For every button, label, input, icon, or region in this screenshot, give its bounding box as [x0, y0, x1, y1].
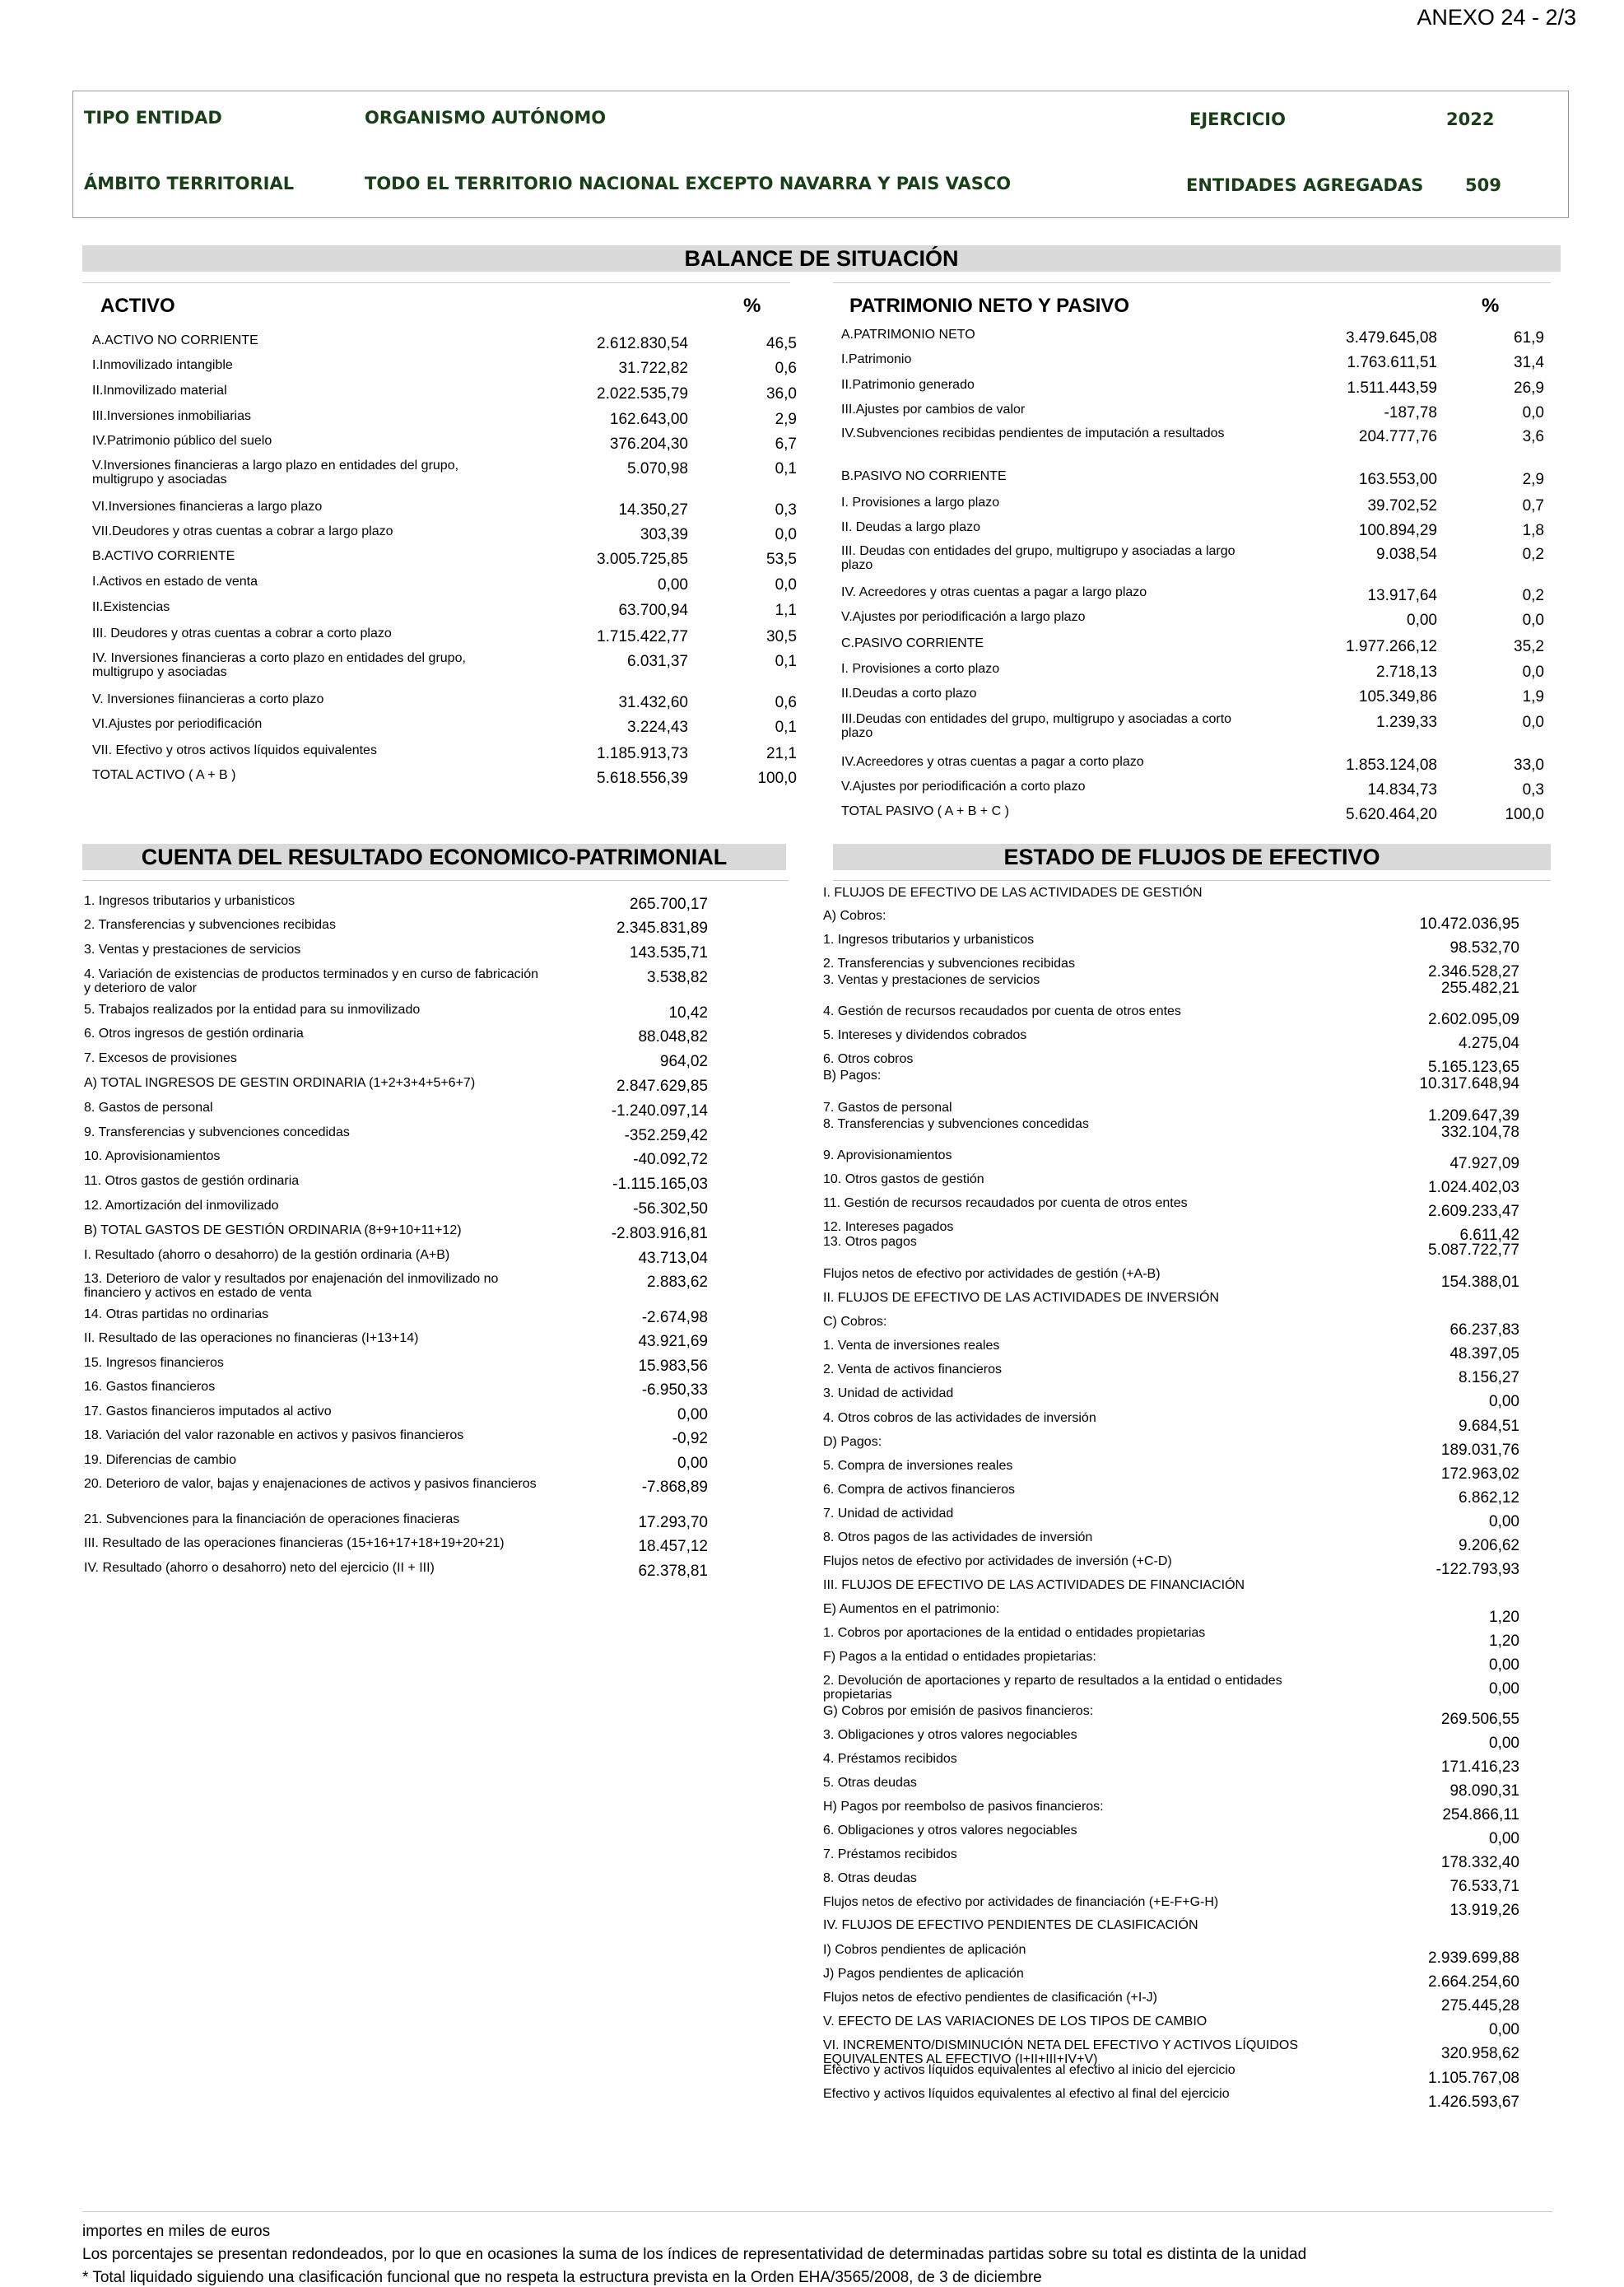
resultado-row-label: 20. Deterioro de valor, bajas y enajenaciones de activos y pasivos financieros [84, 1477, 537, 1491]
pasivo-pct-header: % [1482, 295, 1500, 317]
resultado-row-value: 265.700,17 [629, 896, 708, 913]
footer-units: importes en miles de euros [82, 2223, 271, 2240]
flujos-row-value: 255.482,21 [1440, 980, 1519, 997]
pasivo-row-pct: 35,2 [1514, 638, 1544, 655]
pasivo-row-label: B.PASIVO NO CORRIENTE [841, 469, 1007, 483]
resultado-row-label: I. Resultado (ahorro o desahorro) de la gestión ordinaria (A+B) [84, 1248, 450, 1262]
activo-row-label: III. Deudores y otras cuentas a cobrar a corto plazo [92, 626, 392, 640]
resultado-row-value: -7.868,89 [641, 1479, 708, 1496]
flujos-row-value: 2.664.254,60 [1428, 1973, 1519, 1991]
flujos-row-label: 5. Intereses y dividendos cobrados [823, 1028, 1027, 1042]
flujos-row-label: 1. Cobros por aportaciones de la entidad o entidades propietarias [823, 1626, 1206, 1640]
annex-label: ANEXO 24 - 2/3 [1417, 5, 1576, 30]
flujos-row-value: 1,20 [1489, 1633, 1519, 1650]
resultado-row-value: -56.302,50 [633, 1200, 708, 1218]
flujos-row-label: 2. Devolución de aportaciones y reparto de resultados a la entidad o entidades propietarias [823, 1674, 1282, 1702]
flujos-row-label: 4. Préstamos recibidos [823, 1752, 957, 1766]
pasivo-row-label: II. Deudas a largo plazo [841, 520, 980, 534]
activo-row-value: 1.185.913,73 [597, 745, 688, 762]
activo-row-value: 5.618.556,39 [597, 770, 688, 787]
flujos-row-label: II. FLUJOS DE EFECTIVO DE LAS ACTIVIDADES DE INVERSIÓN [823, 1291, 1219, 1305]
flujos-row-value: 0,00 [1489, 1513, 1519, 1530]
flujos-row-value: 47.927,09 [1450, 1155, 1519, 1172]
pasivo-row-label: I. Provisiones a corto plazo [841, 662, 1000, 676]
flujos-row-label: F) Pagos a la entidad o entidades propietarias: [823, 1650, 1096, 1664]
entidades-agregadas-label: ENTIDADES AGREGADAS [1186, 175, 1424, 195]
resultado-row-value: 143.535,71 [629, 944, 708, 962]
pasivo-row-value: 3.479.645,08 [1346, 329, 1437, 347]
flujos-row-label: Flujos netos de efectivo pendientes de clasificación (+I-J) [823, 1991, 1157, 2005]
pasivo-row-label: IV. Acreedores y otras cuentas a pagar a largo plazo [841, 585, 1147, 599]
resultado-title: CUENTA DEL RESULTADO ECONOMICO-PATRIMONIAL [82, 844, 786, 870]
pasivo-row-value: 39.702,52 [1367, 497, 1437, 515]
activo-row-pct: 0,1 [775, 719, 797, 736]
activo-row-pct: 2,9 [775, 411, 797, 428]
flujos-row-value: 172.963,02 [1440, 1465, 1519, 1483]
pasivo-row-label: C.PASIVO CORRIENTE [841, 636, 984, 650]
flujos-row-label: 10. Otros gastos de gestión [823, 1172, 984, 1186]
resultado-row-value: 2.883,62 [647, 1274, 708, 1291]
activo-row-value: 1.715.422,77 [597, 628, 688, 645]
flujos-row-value: 5.087.722,77 [1428, 1241, 1519, 1259]
flujos-row-value: 189.031,76 [1440, 1442, 1519, 1459]
flujos-row-label: A) Cobros: [823, 909, 886, 923]
activo-row-label: TOTAL ACTIVO ( A + B ) [92, 768, 236, 782]
resultado-row-value: -6.950,33 [641, 1381, 708, 1399]
flujos-row-value: 9.206,62 [1459, 1537, 1519, 1554]
flujos-row-label: Efectivo y activos líquidos equivalentes al efectivo al inicio del ejercicio [823, 2063, 1235, 2077]
pasivo-row-label: III. Deudas con entidades del grupo, multigrupo y asociadas a largo plazo [841, 544, 1235, 572]
entity-header [72, 91, 1569, 218]
resultado-row-label: 11. Otros gastos de gestión ordinaria [84, 1174, 300, 1188]
pasivo-row-label: I. Provisiones a largo plazo [841, 496, 1000, 510]
activo-row-value: 0,00 [658, 576, 688, 594]
activo-row-pct: 0,0 [775, 526, 797, 543]
activo-row-value: 162.643,00 [609, 411, 688, 428]
resultado-row-label: 19. Diferencias de cambio [84, 1453, 236, 1467]
resultado-row-label: 7. Excesos de provisiones [84, 1051, 237, 1065]
activo-row-value: 3.005.725,85 [597, 551, 688, 568]
pasivo-row-pct: 0,2 [1522, 587, 1544, 604]
flujos-row-value: 1.426.593,67 [1428, 2094, 1519, 2111]
ejercicio-label: EJERCICIO [1189, 109, 1286, 129]
resultado-row-value: -2.674,98 [641, 1309, 708, 1326]
activo-row-label: IV. Inversiones financieras a corto plazo en entidades del grupo, multigrupo y asociadas [92, 651, 466, 679]
pasivo-row-pct: 61,9 [1514, 329, 1544, 347]
flujos-row-value: 0,00 [1489, 1830, 1519, 1847]
flujos-row-value: 13.919,26 [1450, 1902, 1519, 1919]
resultado-row-label: 17. Gastos financieros imputados al activo [84, 1404, 332, 1418]
flujos-row-value: 4.275,04 [1459, 1035, 1519, 1052]
flujos-row-value: 2.939.699,88 [1428, 1949, 1519, 1967]
pasivo-row-pct: 1,8 [1522, 522, 1544, 539]
flujos-row-label: V. EFECTO DE LAS VARIACIONES DE LOS TIPOS DE CAMBIO [823, 2015, 1208, 2028]
resultado-row-value: 15.983,56 [638, 1358, 708, 1375]
pasivo-row-value: -187,78 [1384, 404, 1437, 422]
activo-row-label: I.Activos en estado de venta [92, 575, 258, 589]
activo-row-label: II.Inmovilizado material [92, 384, 227, 398]
flujos-row-label: I) Cobros pendientes de aplicación [823, 1943, 1026, 1957]
activo-row-pct: 0,0 [775, 576, 797, 594]
flujos-row-value: 6.862,12 [1459, 1489, 1519, 1507]
flujos-row-label: 1. Venta de inversiones reales [823, 1339, 1000, 1353]
resultado-row-label: 15. Ingresos financieros [84, 1356, 224, 1370]
flujos-row-label: C) Cobros: [823, 1315, 887, 1329]
activo-row-pct: 36,0 [766, 385, 797, 403]
pasivo-row-value: 1.853.124,08 [1346, 757, 1437, 774]
activo-title: ACTIVO [100, 295, 175, 317]
pasivo-row-pct: 0,0 [1522, 612, 1544, 629]
flujos-row-value: 1.105.767,08 [1428, 2070, 1519, 2087]
flujos-row-label: 3. Obligaciones y otros valores negociables [823, 1728, 1077, 1742]
resultado-row-label: 21. Subvenciones para la financiación de operaciones finacieras [84, 1512, 460, 1526]
pasivo-row-pct: 0,0 [1522, 714, 1544, 731]
resultado-row-value: 964,02 [659, 1053, 708, 1070]
flujos-row-value: 1,20 [1489, 1609, 1519, 1626]
footer-classification-note: * Total liquidado siguiendo una clasificación funcional que no respeta la estructura prevista en la Orden EHA/3565/2008, de 3 de diciembre [82, 2269, 1042, 2286]
flujos-row-value: 98.532,70 [1450, 939, 1519, 957]
pasivo-title: PATRIMONIO NETO Y PASIVO [849, 295, 1130, 317]
activo-row-value: 31.432,60 [618, 694, 688, 711]
flujos-row-label: 4. Otros cobros de las actividades de inversión [823, 1411, 1096, 1425]
resultado-row-label: 1. Ingresos tributarios y urbanisticos [84, 894, 295, 908]
resultado-row-value: 0,00 [677, 1455, 708, 1472]
activo-row-label: II.Existencias [92, 600, 170, 614]
flujos-row-value: 6.611,42 [1459, 1227, 1519, 1244]
activo-row-pct: 0,6 [775, 694, 797, 711]
activo-rule [82, 282, 790, 283]
resultado-row-value: 10,42 [668, 1004, 708, 1022]
flujos-row-label: 1. Ingresos tributarios y urbanisticos [823, 933, 1035, 947]
flujos-row-value: 2.602.095,09 [1428, 1011, 1519, 1028]
resultado-row-label: II. Resultado de las operaciones no financieras (I+13+14) [84, 1331, 419, 1345]
activo-row-pct: 1,1 [775, 602, 797, 619]
ambito-label: ÁMBITO TERRITORIAL [84, 174, 295, 193]
flujos-row-label: 8. Otros pagos de las actividades de inversión [823, 1530, 1093, 1544]
flujos-row-label: 12. Intereses pagados [823, 1220, 954, 1234]
pasivo-row-value: 1.239,33 [1376, 714, 1437, 731]
flujos-row-value: 0,00 [1489, 2021, 1519, 2038]
resultado-row-value: 2.345.831,89 [617, 920, 708, 937]
pasivo-row-pct: 1,9 [1522, 688, 1544, 706]
pasivo-row-value: 204.777,76 [1358, 428, 1437, 445]
flujos-row-label: 2. Venta de activos financieros [823, 1362, 1003, 1376]
activo-row-value: 2.612.830,54 [597, 335, 688, 352]
resultado-row-value: -2.803.916,81 [611, 1225, 708, 1242]
flujos-row-label: I. FLUJOS DE EFECTIVO DE LAS ACTIVIDADES DE GESTIÓN [823, 886, 1203, 900]
pasivo-row-pct: 33,0 [1514, 757, 1544, 774]
pasivo-row-pct: 26,9 [1514, 380, 1544, 397]
pasivo-row-pct: 0,3 [1522, 781, 1544, 799]
flujos-row-label: 3. Unidad de actividad [823, 1386, 954, 1400]
activo-row-label: VI.Ajustes por periodificación [92, 717, 263, 731]
activo-pct-header: % [743, 295, 761, 317]
activo-row-label: B.ACTIVO CORRIENTE [92, 549, 235, 563]
flujos-row-value: 2.346.528,27 [1428, 963, 1519, 980]
pasivo-row-label: III.Deudas con entidades del grupo, multigrupo y asociadas a corto plazo [841, 712, 1232, 740]
flujos-row-value: 66.237,83 [1450, 1321, 1519, 1339]
pasivo-row-value: 1.511.443,59 [1347, 380, 1437, 397]
pasivo-row-label: I.Patrimonio [841, 352, 912, 366]
pasivo-row-value: 1.763.611,51 [1347, 354, 1437, 371]
resultado-row-label: 3. Ventas y prestaciones de servicios [84, 943, 301, 957]
resultado-row-value: 17.293,70 [638, 1514, 708, 1531]
flujos-row-label: 3. Ventas y prestaciones de servicios [823, 973, 1040, 987]
flujos-row-value: 0,00 [1489, 1735, 1519, 1752]
flujos-row-label: 7. Gastos de personal [823, 1101, 952, 1115]
pasivo-row-pct: 31,4 [1514, 354, 1544, 371]
flujos-row-label: 4. Gestión de recursos recaudados por cuenta de otros entes [823, 1004, 1181, 1018]
flujos-row-label: Flujos netos de efectivo por actividades de financiación (+E-F+G-H) [823, 1895, 1219, 1909]
flujos-row-value: 1.209.647,39 [1428, 1107, 1519, 1125]
resultado-row-label: 18. Variación del valor razonable en activos y pasivos financieros [84, 1428, 464, 1442]
flujos-row-label: 2. Transferencias y subvenciones recibidas [823, 957, 1075, 971]
flujos-row-label: 7. Unidad de actividad [823, 1507, 954, 1521]
flujos-row-label: 6. Otros cobros [823, 1052, 914, 1066]
activo-row-label: A.ACTIVO NO CORRIENTE [92, 333, 258, 347]
activo-row-value: 303,39 [640, 526, 688, 543]
resultado-row-value: 2.847.629,85 [617, 1078, 708, 1095]
flujos-row-value: 0,00 [1489, 1393, 1519, 1410]
flujos-row-label: J) Pagos pendientes de aplicación [823, 1967, 1024, 1981]
pasivo-row-label: II.Patrimonio generado [841, 378, 975, 392]
resultado-row-value: -0,92 [672, 1430, 708, 1447]
flujos-row-value: 48.397,05 [1450, 1345, 1519, 1362]
flujos-row-value: 1.024.402,03 [1428, 1179, 1519, 1196]
resultado-row-label: 5. Trabajos realizados por la entidad para su inmovilizado [84, 1003, 421, 1017]
activo-row-label: VII. Efectivo y otros activos líquidos equivalentes [92, 743, 377, 757]
resultado-rule [82, 880, 789, 881]
flujos-row-value: 76.533,71 [1450, 1878, 1519, 1895]
resultado-row-value: -1.240.097,14 [611, 1102, 708, 1120]
resultado-row-value: 88.048,82 [638, 1028, 708, 1046]
activo-row-pct: 21,1 [766, 745, 797, 762]
flujos-row-value: 8.156,27 [1459, 1369, 1519, 1386]
flujos-row-label: 6. Obligaciones y otros valores negociables [823, 1824, 1077, 1838]
pasivo-row-value: 105.349,86 [1358, 688, 1437, 706]
flujos-row-value: 98.090,31 [1450, 1782, 1519, 1800]
activo-row-label: V. Inversiones fiinancieras a corto plazo [92, 692, 324, 706]
resultado-row-label: 10. Aprovisionamientos [84, 1149, 221, 1163]
resultado-row-label: III. Resultado de las operaciones financieras (15+16+17+18+19+20+21) [84, 1536, 505, 1550]
flujos-row-value: 5.165.123,65 [1428, 1059, 1519, 1076]
resultado-row-label: A) TOTAL INGRESOS DE GESTIN ORDINARIA (1+2+3+4+5+6+7) [84, 1076, 476, 1090]
activo-row-pct: 46,5 [766, 335, 797, 352]
flujos-row-label: VI. INCREMENTO/DISMINUCIÓN NETA DEL EFECTIVO Y ACTIVOS LÍQUIDOS EQUIVALENTES AL EFECTIVO (I+II+III+IV+V) [823, 2038, 1298, 2066]
pasivo-row-label: TOTAL PASIVO ( A + B + C ) [841, 804, 1009, 818]
flujos-row-label: Efectivo y activos líquidos equivalentes al efectivo al final del ejercicio [823, 2087, 1230, 2101]
flujos-row-label: Flujos netos de efectivo por actividades de gestión (+A-B) [823, 1267, 1161, 1281]
tipo-entidad-value: ORGANISMO AUTÓNOMO [365, 108, 607, 128]
flujos-row-value: 178.332,40 [1440, 1854, 1519, 1871]
flujos-row-label: 5. Compra de inversiones reales [823, 1459, 1013, 1473]
flujos-row-label: 11. Gestión de recursos recaudados por cuenta de otros entes [823, 1196, 1188, 1210]
flujos-row-label: G) Cobros por emisión de pasivos financieros: [823, 1704, 1094, 1718]
footer-percent-note: Los porcentajes se presentan redondeados, por lo que en ocasiones la suma de los índices de representatividad de determinadas partidas sobre su total es distinta de la unidad [82, 2246, 1307, 2263]
activo-row-pct: 100,0 [757, 770, 797, 787]
activo-row-label: VI.Inversiones financieras a largo plazo [92, 500, 323, 514]
resultado-row-label: 4. Variación de existencias de productos terminados y en curso de fabricación y deterioro de valor [84, 967, 539, 995]
pasivo-row-pct: 0,0 [1522, 404, 1544, 422]
flujos-row-label: IV. FLUJOS DE EFECTIVO PENDIENTES DE CLASIFICACIÓN [823, 1918, 1198, 1932]
resultado-row-value: 3.538,82 [647, 969, 708, 986]
activo-row-value: 63.700,94 [618, 602, 688, 619]
flujos-row-value: 154.388,01 [1440, 1274, 1519, 1291]
flujos-row-value: 320.958,62 [1440, 2045, 1519, 2062]
pasivo-row-label: V.Ajustes por periodificación a largo plazo [841, 610, 1086, 624]
flujos-row-value: 254.866,11 [1442, 1806, 1519, 1824]
activo-row-pct: 0,1 [775, 460, 797, 477]
flujos-row-value: 9.684,51 [1459, 1418, 1519, 1435]
resultado-row-label: 16. Gastos financieros [84, 1380, 216, 1394]
activo-row-value: 14.350,27 [618, 501, 688, 519]
flujos-row-value: 275.445,28 [1440, 1997, 1519, 2015]
flujos-row-label: III. FLUJOS DE EFECTIVO DE LAS ACTIVIDADES DE FINANCIACIÓN [823, 1578, 1245, 1592]
resultado-row-label: 9. Transferencias y subvenciones concedidas [84, 1125, 350, 1139]
pasivo-row-value: 13.917,64 [1367, 587, 1437, 604]
flujos-rule [833, 880, 1551, 881]
pasivo-row-pct: 0,0 [1522, 664, 1544, 681]
activo-row-value: 3.224,43 [627, 719, 688, 736]
resultado-row-label: 6. Otros ingresos de gestión ordinaria [84, 1027, 304, 1041]
resultado-row-value: 18.457,12 [638, 1538, 708, 1555]
pasivo-row-pct: 100,0 [1505, 806, 1544, 823]
pasivo-row-value: 0,00 [1407, 612, 1437, 629]
ejercicio-value: 2022 [1446, 109, 1495, 129]
flujos-row-value: 10.472.036,95 [1419, 915, 1519, 933]
pasivo-row-pct: 2,9 [1522, 471, 1544, 488]
resultado-row-value: 0,00 [677, 1406, 708, 1423]
activo-row-label: I.Inmovilizado intangible [92, 358, 233, 372]
tipo-entidad-label: TIPO ENTIDAD [84, 108, 222, 128]
balance-title: BALANCE DE SITUACIÓN [82, 245, 1561, 272]
flujos-row-label: 7. Préstamos recibidos [823, 1847, 957, 1861]
pasivo-row-label: IV.Acreedores y otras cuentas a pagar a corto plazo [841, 755, 1144, 769]
flujos-row-value: 10.317.648,94 [1419, 1075, 1519, 1092]
activo-row-pct: 6,7 [775, 436, 797, 453]
flujos-row-label: E) Aumentos en el patrimonio: [823, 1602, 1000, 1616]
pasivo-row-value: 2.718,13 [1376, 664, 1437, 681]
resultado-row-value: 43.713,04 [638, 1250, 708, 1267]
flujos-row-value: 2.609.233,47 [1428, 1203, 1519, 1220]
pasivo-row-pct: 0,7 [1522, 497, 1544, 515]
pasivo-row-label: III.Ajustes por cambios de valor [841, 403, 1026, 417]
resultado-row-value: -1.115.165,03 [612, 1176, 708, 1193]
activo-row-value: 5.070,98 [627, 460, 688, 477]
entidades-agregadas-value: 509 [1465, 175, 1501, 195]
flujos-row-label: 8. Transferencias y subvenciones concedidas [823, 1117, 1089, 1131]
flujos-row-label: B) Pagos: [823, 1069, 882, 1083]
pasivo-row-value: 5.620.464,20 [1346, 806, 1437, 823]
pasivo-row-label: IV.Subvenciones recibidas pendientes de imputación a resultados [841, 426, 1225, 440]
flujos-row-value: 0,00 [1489, 1680, 1519, 1698]
ambito-value: TODO EL TERRITORIO NACIONAL EXCEPTO NAVARRA Y PAIS VASCO [365, 174, 1012, 193]
flujos-row-label: 6. Compra de activos financieros [823, 1483, 1015, 1497]
footer-rule [82, 2211, 1552, 2212]
resultado-row-value: -352.259,42 [624, 1127, 708, 1144]
flujos-row-label: 9. Aprovisionamientos [823, 1148, 952, 1162]
pasivo-rule [833, 282, 1551, 283]
resultado-row-label: 13. Deterioro de valor y resultados por enajenación del inmovilizado no financiero y activos en estado de venta [84, 1272, 499, 1300]
pasivo-row-value: 9.038,54 [1376, 546, 1437, 563]
flujos-row-label: H) Pagos por reembolso de pasivos financieros: [823, 1800, 1104, 1814]
flujos-row-value: 0,00 [1489, 1656, 1519, 1674]
resultado-row-label: 14. Otras partidas no ordinarias [84, 1307, 269, 1321]
pasivo-row-pct: 0,2 [1522, 546, 1544, 563]
flujos-row-label: D) Pagos: [823, 1435, 882, 1449]
activo-row-label: III.Inversiones inmobiliarias [92, 409, 251, 423]
resultado-row-value: 43.921,69 [638, 1333, 708, 1350]
activo-row-pct: 30,5 [766, 628, 797, 645]
pasivo-row-label: II.Deudas a corto plazo [841, 687, 977, 701]
resultado-row-label: B) TOTAL GASTOS DE GESTIÓN ORDINARIA (8+9+10+11+12) [84, 1223, 462, 1237]
activo-row-value: 6.031,37 [627, 653, 688, 670]
activo-row-value: 31.722,82 [618, 360, 688, 377]
pasivo-row-value: 1.977.266,12 [1346, 638, 1437, 655]
flujos-row-label: 13. Otros pagos [823, 1235, 917, 1249]
resultado-row-label: 8. Gastos de personal [84, 1101, 213, 1115]
pasivo-row-value: 100.894,29 [1358, 522, 1437, 539]
activo-row-pct: 53,5 [766, 551, 797, 568]
activo-row-pct: 0,3 [775, 501, 797, 519]
flujos-row-value: 171.416,23 [1440, 1758, 1519, 1776]
flujos-row-label: 5. Otras deudas [823, 1776, 917, 1790]
flujos-row-value: -122.793,93 [1436, 1561, 1519, 1578]
resultado-row-label: IV. Resultado (ahorro o desahorro) neto del ejercicio (II + III) [84, 1561, 435, 1575]
activo-row-label: VII.Deudores y otras cuentas a cobrar a largo plazo [92, 524, 393, 538]
activo-row-pct: 0,1 [775, 653, 797, 670]
flujos-row-value: 269.506,55 [1440, 1711, 1519, 1728]
pasivo-row-label: A.PATRIMONIO NETO [841, 328, 975, 342]
pasivo-row-value: 14.834,73 [1367, 781, 1437, 799]
resultado-row-value: 62.378,81 [638, 1563, 708, 1580]
resultado-row-value: -40.092,72 [633, 1151, 708, 1168]
pasivo-row-value: 163.553,00 [1358, 471, 1437, 488]
pasivo-row-pct: 3,6 [1522, 428, 1544, 445]
activo-row-value: 376.204,30 [609, 436, 688, 453]
flujos-row-value: 332.104,78 [1440, 1124, 1519, 1141]
activo-row-value: 2.022.535,79 [597, 385, 688, 403]
flujos-row-label: Flujos netos de efectivo por actividades de inversión (+C-D) [823, 1554, 1172, 1568]
activo-row-pct: 0,6 [775, 360, 797, 377]
pasivo-row-label: V.Ajustes por periodificación a corto plazo [841, 780, 1086, 794]
resultado-row-label: 2. Transferencias y subvenciones recibidas [84, 918, 336, 932]
resultado-row-label: 12. Amortización del inmovilizado [84, 1199, 279, 1213]
flujos-title: ESTADO DE FLUJOS DE EFECTIVO [833, 844, 1551, 870]
activo-row-label: V.Inversiones financieras a largo plazo en entidades del grupo, multigrupo y asociadas [92, 459, 459, 487]
flujos-row-label: 8. Otras deudas [823, 1871, 917, 1885]
activo-row-label: IV.Patrimonio público del suelo [92, 434, 272, 448]
